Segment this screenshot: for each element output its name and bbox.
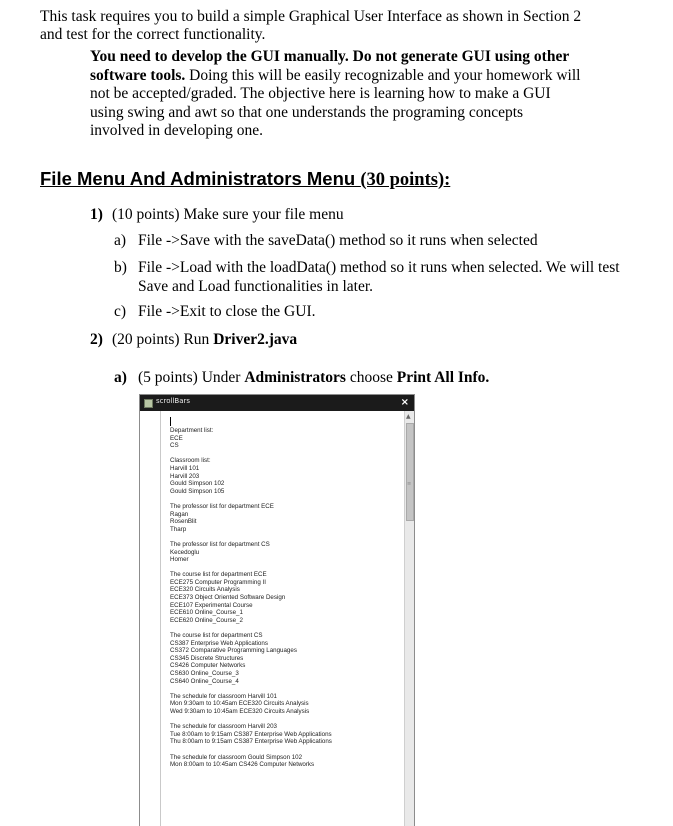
note-line-5: involved in developing one.	[90, 122, 264, 139]
blank-line	[170, 624, 332, 632]
item-1a	[114, 231, 538, 250]
item-2a-pre: (5 points) Under	[138, 369, 245, 386]
info-text-line: The schedule for classroom Gould Simpson 102	[170, 753, 303, 761]
blank-line	[170, 685, 332, 693]
info-text-line: The course list for department ECE	[170, 571, 267, 579]
info-text-line: CS630 Online_Course_3	[170, 670, 239, 677]
item-1c-label: c)	[114, 303, 127, 320]
info-text-line: RosenBlit	[170, 518, 197, 526]
info-text-lines	[170, 427, 332, 769]
note-bold-2: software tools.	[90, 66, 186, 84]
info-text-line: Kecedoglu	[170, 548, 200, 556]
intro-line-2: and test for the correct functionality.	[40, 26, 266, 43]
info-text-line: Mon 8:00am to 10:45am CS426 Computer Networks	[170, 761, 315, 769]
close-icon[interactable]: ×	[400, 397, 409, 408]
heading-part-2: (30 points):	[360, 170, 451, 190]
info-text-line: Homer	[170, 556, 189, 564]
info-text-line: ECE107 Experimental Course	[170, 601, 253, 609]
info-text-line: CS345 Discrete Structures	[170, 654, 244, 662]
item-1b-text-2: Save and Load functionalities in later.	[138, 278, 374, 295]
java-app-icon	[144, 399, 153, 408]
item-1-text: (10 points) Make sure your file menu	[112, 206, 344, 223]
item-2a-option: Print All Info.	[396, 369, 490, 386]
blank-line	[170, 450, 332, 458]
item-2	[90, 330, 297, 349]
info-text-line: The professor list for department ECE	[170, 502, 274, 510]
item-1	[90, 205, 344, 224]
info-text-line: Harvill 203	[170, 472, 200, 480]
info-text-line: CS372 Comparative Programming Languages	[170, 647, 297, 655]
info-text-line: ECE320 Circuits Analysis	[170, 586, 240, 594]
info-text-line: Gould Simpson 105	[170, 487, 225, 495]
info-text-line: Wed 9:30am to 10:45am ECE320 Circuits Analysis	[170, 707, 310, 715]
text-caret	[170, 417, 171, 426]
item-1b-text-1: File ->Load with the loadData() method so it runs when selected. We will test	[138, 259, 620, 276]
item-2a	[114, 368, 489, 387]
info-text-line: CS426 Computer Networks	[170, 662, 246, 670]
info-text-line: ECE620 Online_Course_2	[170, 616, 243, 624]
info-text-line: Ragan	[170, 510, 189, 518]
info-text-line: Gould Simpson 102	[170, 480, 225, 488]
item-1c	[114, 302, 316, 321]
blank-line	[170, 495, 332, 503]
window-title: scrollBars	[156, 397, 191, 405]
item-2-file: Driver2.java	[213, 331, 298, 348]
info-text-line: Tue 8:00am to 9:15am CS387 Enterprise Web Applications	[170, 730, 332, 738]
scrollbar-grip-icon: ≡	[407, 481, 412, 487]
item-2a-label: a)	[114, 369, 127, 386]
vertical-scrollbar[interactable]	[404, 411, 414, 826]
info-text-line: Classroom list:	[170, 457, 211, 465]
info-text-line: The professor list for department CS	[170, 540, 270, 548]
item-1a-label: a)	[114, 232, 127, 249]
info-text-line: ECE	[170, 434, 183, 442]
item-1b-label: b)	[114, 259, 127, 276]
item-1b-cont	[138, 277, 373, 296]
info-text-line: Thu 8:00am to 9:15am CS387 Enterprise Web Applications	[170, 738, 332, 746]
blank-line	[170, 716, 332, 724]
blank-line	[170, 746, 332, 754]
window-title-bar	[140, 395, 414, 411]
item-2-number: 2)	[90, 331, 103, 348]
note-line-3: not be accepted/graded. The objective here is learning how to make a GUI	[90, 85, 551, 102]
info-text-line: The schedule for classroom Harvill 203	[170, 723, 277, 731]
info-text-line: ECE275 Computer Programming II	[170, 578, 266, 586]
note-line-4: using swing and awt so that one understands the programing concepts	[90, 103, 524, 121]
info-text-line: The schedule for classroom Harvill 101	[170, 692, 277, 700]
scrollbar-thumb[interactable]	[406, 423, 414, 521]
info-text-line: ECE373 Object Oriented Software Design	[170, 594, 286, 602]
info-text-line: ECE610 Online_Course_1	[170, 609, 243, 617]
info-text-line: Harvill 101	[170, 464, 200, 472]
info-text-line: The course list for department CS	[170, 632, 263, 640]
manual-gui-note	[90, 48, 650, 141]
blank-line	[170, 533, 332, 541]
info-text-line: Tharp	[170, 525, 187, 533]
blank-line	[170, 564, 332, 572]
scrollbars-window-screenshot	[139, 394, 415, 826]
info-text-line: Department list:	[170, 427, 214, 434]
item-2-text: (20 points) Run	[112, 331, 214, 348]
info-text-line: CS	[170, 442, 179, 450]
intro-paragraph	[40, 8, 660, 44]
info-text-line: CS387 Enterprise Web Applications	[170, 639, 268, 647]
item-2a-mid: choose	[345, 369, 397, 386]
info-text-line: CS640 Online_Course_4	[170, 677, 239, 685]
item-1c-text: File ->Exit to close the GUI.	[138, 303, 316, 320]
intro-line-1: This task requires you to build a simple Graphical User Interface as shown in Section 2	[40, 8, 582, 25]
section-heading	[40, 168, 450, 191]
item-1-number: 1)	[90, 206, 103, 223]
scroll-up-arrow-icon[interactable]: ▲	[406, 413, 411, 420]
item-1a-text: File ->Save with the saveData() method so it runs when selected	[138, 232, 538, 249]
info-text-area[interactable]	[160, 411, 403, 826]
item-2a-menu: Administrators	[244, 369, 346, 386]
heading-part-1: File Menu And Administrators Menu	[40, 168, 361, 189]
item-1b	[114, 258, 620, 277]
note-rest-2: Doing this will be easily recognizable and your homework will	[185, 66, 581, 84]
info-text-line: Mon 9:30am to 10:45am ECE320 Circuits Analysis	[170, 700, 309, 708]
note-bold-1: You need to develop the GUI manually. Do not generate GUI using other	[90, 48, 570, 65]
